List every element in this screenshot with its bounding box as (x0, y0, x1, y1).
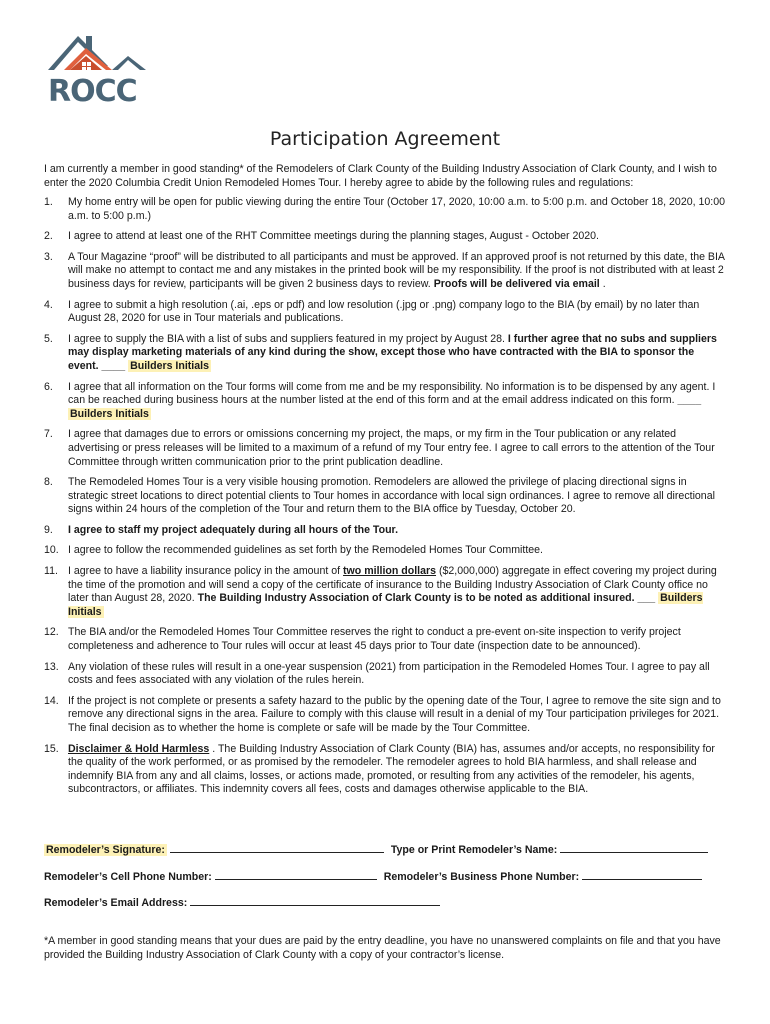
rule-text: If the project is not complete or presents a safety hazard to the public by the opening date of the Tour, I agree to remove the site sign and to remove any directional signs in the area. Failure to comply with this clause will result in a denial of my Tour participation privileges for 2021. The final decision as to whether the home is complete or safe will be made by the Tour Committee. (68, 694, 721, 734)
rule-number: 15. (44, 742, 59, 755)
rule-text: I agree to attend at least one of the RHT Committee meetings during the planning stages, August - October 2020. (68, 230, 599, 243)
rule-number: 1. (44, 196, 53, 208)
rule-bold-text: Proofs will be delivered via email (433, 277, 600, 290)
rule-item (44, 626, 726, 653)
rule-bold-text: The Building Industry Association of Clark County is to be noted as additional insured. ___ (197, 592, 656, 605)
rule-number: 7. (44, 428, 53, 441)
rule-underlined: two million dollars (343, 565, 437, 578)
rule-text: Any violation of these rules will result in a one-year suspension (2021) from participation in the Remodeled Homes Tour. I agree to pay all costs and fees associated with any violation of the rules herein. (68, 660, 710, 687)
rule-number: 3. (44, 250, 53, 263)
rule-text: The Remodeled Homes Tour is a very visible housing promotion. Remodelers are allowed the privilege of placing directional signs in strategic street locations to direct potential clients to Tour homes in accordance with local sign ordinances. I agree to remove all directional signs within 24 hours of the completion of the Tour and return them to the BIA office by Tuesday, October 20. (68, 476, 715, 516)
rule-text: I agree to follow the recommended guidelines as set forth by the Remodeled Homes Tour Committee. (68, 544, 544, 557)
email-line[interactable] (190, 895, 440, 906)
signature-label: Remodeler’s Signature: (46, 844, 165, 856)
rule-text: I agree that damages due to errors or omissions concerning my project, the maps, or my firm in the Tour publication or any related advertising or press releases will be limited to a maximum of a refund of my Tour entry fee. I agree to call errors to the attention of the Tour Committee through written communication prior to the print publication deadline. (68, 428, 715, 468)
rule-item (44, 565, 726, 619)
rule-text: My home entry will be open for public viewing during the entire Tour (October 17, 2020, 10:00 a.m. to 5:00 p.m. and October 18, 2020, 10:00 a.m. to 5:00 p.m.) (68, 196, 726, 222)
rule-item (44, 544, 726, 558)
rule-number: 10. (44, 544, 59, 557)
phone-row (44, 869, 734, 883)
rule-lead: Disclaimer & Hold Harmless (68, 742, 210, 755)
builders-initials-highlight: Builders Initials (70, 407, 149, 420)
email-row (44, 895, 734, 909)
rule-text: I agree to supply the BIA with a list of subs and suppliers featured in my project by August 28. (68, 332, 505, 345)
rule-text: A Tour Magazine “proof” will be distributed to all participants and must be approved. If an approved proof is not returned by this date, the BIA will make no attempt to contact me and any mistakes in the printed book will be my responsibility. If the proof is not distributed with at least 2 business days for review, participants will be given 2 business days to review. (68, 250, 725, 290)
print-name-line[interactable] (560, 842, 708, 853)
rule-number: 13. (44, 660, 59, 673)
rule-number: 11. (44, 565, 58, 578)
email-label: Remodeler’s Email Address: (44, 897, 188, 909)
business-phone-line[interactable] (582, 869, 702, 880)
rule-text: The BIA and/or the Remodeled Homes Tour Committee reserves the right to conduct a pre-event on-site inspection to verify project completeness and adherence to Tour rules will occur at least 45 days prior to Tour date (inspection date to be announced). (68, 626, 681, 653)
rule-item (44, 230, 726, 244)
rule-item (44, 524, 726, 538)
cell-phone-label: Remodeler’s Cell Phone Number: (44, 871, 212, 883)
rule-item (44, 196, 726, 223)
print-name-label: Type or Print Remodeler’s Name: (390, 844, 558, 856)
builders-initials-highlight: Builders Initials (68, 592, 703, 618)
signature-line[interactable] (170, 842, 384, 853)
rule-item (44, 428, 726, 469)
rule-number: 2. (44, 230, 53, 243)
rule-number: 12. (44, 626, 59, 639)
house-roof-icon (42, 30, 152, 80)
rule-number: 8. (44, 476, 53, 489)
rule-text: . The Building Industry Association of Clark County (BIA) has, assumes and/or accepts, no responsibility for the quality of the work performed, or as promised by the remodeler. The remodeler agrees to hold BIA harmless, and shall release and indemnify BIA from any and all claims, losses, or actions made, promoted, or resulting from any activities of the remodeler, his agents, subcontractors, or affiliates. This indemnity covers all fees, costs and damages otherwise applicable to the BIA. (68, 742, 715, 796)
rule-bold-text: ____ (677, 394, 702, 407)
rule-text: I agree that all information on the Tour forms will come from me and be my responsibility. No information is to be dispensed by any agent. I can be reached during business hours at the number listed at the end of this form and at the email address indicated on this form. (68, 380, 716, 407)
rule-item (44, 251, 726, 292)
rule-bold-text: I agree to staff my project adequately during all hours of the Tour. (68, 523, 399, 536)
rule-item (44, 743, 726, 797)
rule-number: 5. (44, 332, 53, 345)
cell-phone-line[interactable] (215, 869, 377, 880)
rule-item (44, 333, 726, 374)
rocc-logo (42, 30, 152, 110)
logo-text: ROCC (48, 74, 137, 109)
rule-number: 4. (44, 298, 53, 311)
rule-item (44, 476, 726, 517)
business-phone-label: Remodeler’s Business Phone Number: (383, 871, 580, 883)
rule-item (44, 661, 726, 688)
builders-initials-highlight: Builders Initials (130, 359, 209, 372)
rule-bold-text: I further agree that no subs and suppliers may display marketing materials of any kind during the show, except those who have contracted with the BIA to sponsor the event. ____ (68, 332, 717, 372)
rules-list (44, 196, 726, 804)
rule-item (44, 299, 726, 326)
signature-row (44, 842, 734, 856)
rule-item (44, 381, 726, 422)
rule-number: 6. (44, 380, 53, 393)
rule-tail: . (602, 277, 606, 290)
footnote: *A member in good standing means that your dues are paid by the entry deadline, you have no unanswered complaints on file and that you have provided the Building Industry Association of Clark County with a copy of your contractor’s license. (44, 935, 721, 961)
rule-text: I agree to have a liability insurance policy in the amount of (68, 565, 341, 578)
rule-text-continued: ($2,000,000) aggregate in effect covering my project during the time of the promotion and will send a copy of the certificate of insurance to the Building Industry Association of Clark County office no later than August 28, 2020. (68, 565, 717, 605)
intro-paragraph: I am currently a member in good standing* of the Remodelers of Clark County of the Building Industry Association of Clark County, and I wish to enter the 2020 Columbia Credit Union Remodeled Homes Tour. I hereby agree to abide by the following rules and regulations: (44, 163, 717, 189)
rule-number: 9. (44, 523, 53, 536)
page-title: Participation Agreement (269, 128, 501, 150)
rule-text: I agree to submit a high resolution (.ai, .eps or pdf) and low resolution (.jpg or .png) company logo to the BIA (by email) by no later than August 28, 2020 for use in Tour materials and publications. (68, 298, 700, 325)
rule-item (44, 695, 726, 736)
rule-number: 14. (44, 694, 59, 707)
